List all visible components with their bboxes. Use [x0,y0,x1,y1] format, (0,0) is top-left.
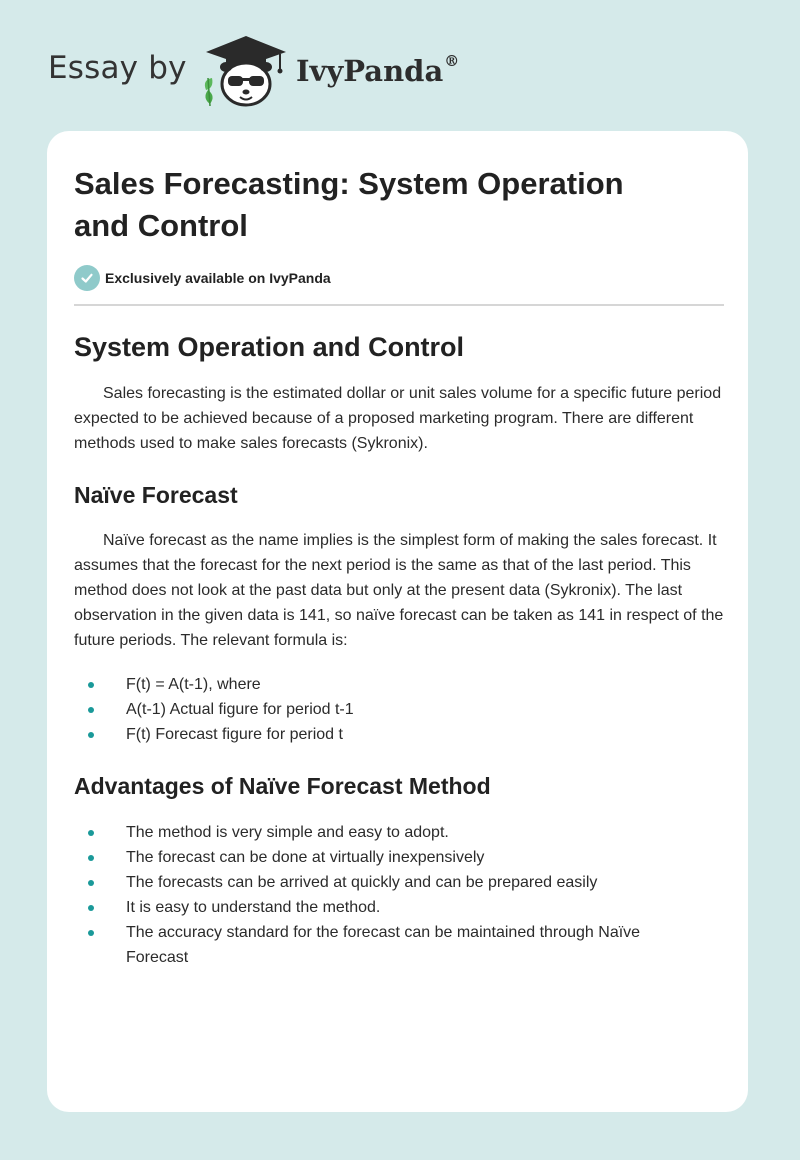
list-item: The accuracy standard for the forecast can be maintained through Naïve Forecast [74,920,724,970]
list-item: It is easy to understand the method. [74,895,724,920]
article-title [74,163,724,247]
list-item: F(t) Forecast figure for period t [74,722,724,747]
panda-logo-icon[interactable] [200,34,292,110]
list-item: A(t-1) Actual figure for period t-1 [74,697,724,722]
list-item: The method is very simple and easy to adopt. [74,820,724,845]
section-heading-naive-forecast: Naïve Forecast [74,482,238,508]
exclusive-badge [74,264,724,292]
formula-list [74,672,724,747]
advantages-list [74,820,724,970]
list-item: The forecast can be done at virtually inexpensively [74,845,724,870]
brand-name[interactable] [296,54,459,88]
article-title-line1: Sales Forecasting: System Operation [74,166,624,201]
exclusive-text: Exclusively available on IvyPanda [105,270,331,286]
article-card [47,131,748,1112]
essay-by-label: Essay by [48,50,187,86]
section-heading-advantages: Advantages of Naïve Forecast Method [74,773,491,799]
section-paragraph-system-operation: Sales forecasting is the estimated dollar or unit sales volume for a specific future period expected to be achieved because of a proposed marketing program. There are different methods used to make sales forecasts (Sykronix). [74,385,722,452]
list-item: The forecasts can be arrived at quickly and can be prepared easily [74,870,724,895]
section-paragraph-naive-forecast: Naïve forecast as the name implies is the simplest form of making the sales forecast. It assumes that the forecast for the next period is the same as that of the last period. This method does not look at the past data but only at the present data (Sykronix). The last observation in the given data is 141, so naïve forecast can be taken as 141 in respect of the future periods. The relevant formula is: [74,532,724,649]
list-item: F(t) = A(t-1), where [74,672,724,697]
article-content [74,163,724,970]
check-icon [74,265,100,291]
section-heading-system-operation: System Operation and Control [74,332,465,362]
title-divider [74,304,724,306]
registered-mark: ® [444,52,460,71]
article-title-line2: and Control [74,208,248,243]
site-header [48,34,508,114]
brand-text: IvyPanda [296,54,444,88]
